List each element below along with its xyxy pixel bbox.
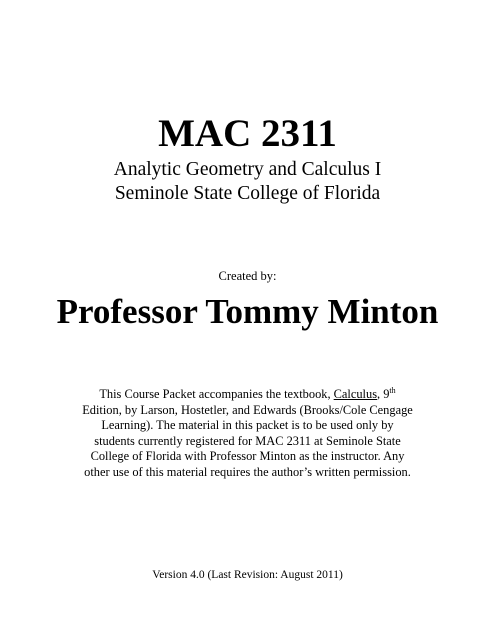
course-title: Analytic Geometry and Calculus I — [113, 159, 382, 180]
institution-name: Seminole State College of Florida — [114, 183, 381, 204]
course-subtitle — [0, 158, 495, 206]
edition-superscript: th — [389, 385, 396, 395]
description-line-4: students currently registered for MAC 2311 at Seminole State — [94, 433, 401, 448]
description-line-3: Learning). The material in this packet is to be used only by — [101, 418, 394, 433]
created-by-label: Created by: — [218, 269, 277, 283]
description-line-2: Edition, by Larson, Hostetler, and Edwards (Brooks/Cole Cengage — [82, 402, 413, 417]
author-name: Professor Tommy Minton — [56, 292, 439, 331]
course-packet-description — [80, 387, 415, 481]
version-info: Version 4.0 (Last Revision: August 2011) — [152, 569, 343, 581]
textbook-title: Calculus — [333, 387, 378, 401]
course-code-title: MAC 2311 — [158, 112, 337, 155]
description-line-6: other use of this material requires the author’s written permission. — [84, 464, 411, 479]
description-line-5: College of Florida with Professor Minton as the instructor. Any — [90, 449, 405, 464]
description-line-1 — [80, 387, 415, 403]
description-line-1-prefix: This Course Packet accompanies the textbook, — [99, 387, 334, 401]
description-line-1-after: , 9 — [377, 387, 390, 401]
